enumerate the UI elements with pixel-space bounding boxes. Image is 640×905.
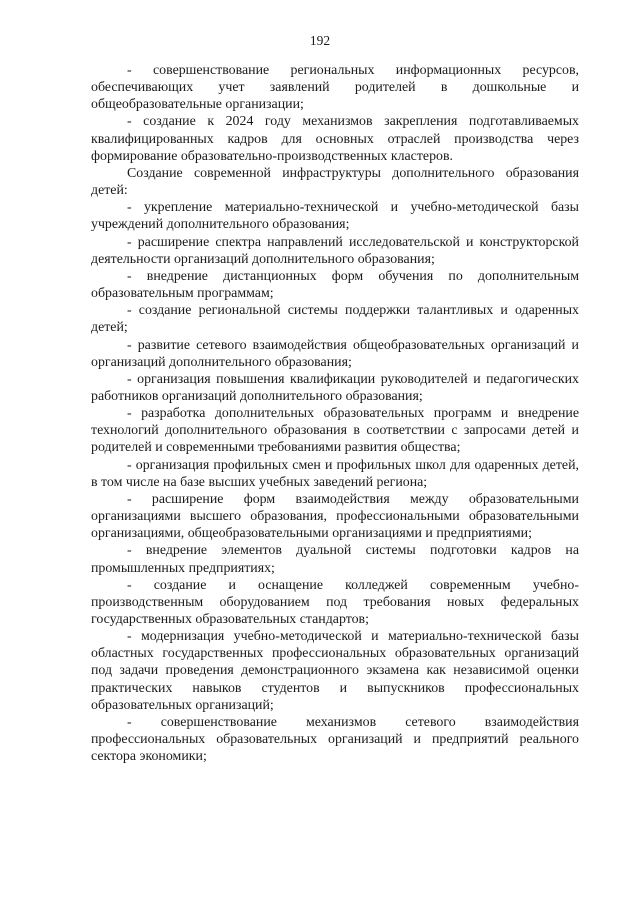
paragraph: - модернизация учебно-методической и материально-технической базы областных государственных профессиональных образовательных организаций под задачи проведения демонстрационного экзамена как независимой оценки практических навыков студентов и выпускников профессиональных образовательных организаций; [91, 629, 579, 713]
paragraph: - внедрение элементов дуальной системы подготовки кадров на промышленных предприятиях; [91, 543, 579, 576]
paragraph: - совершенствование механизмов сетевого взаимодействия профессиональных образовательных организаций и предприятий реального сектора экономики; [91, 714, 579, 765]
page-number: 192 [309, 33, 331, 48]
paragraph: - создание и оснащение колледжей современным учебно-производственным оборудованием под требования новых федеральных государственных образовательных стандартов; [91, 577, 579, 627]
paragraph: - создание к 2024 году механизмов закрепления подготавливаемых квалифицированных кадров для основных отраслей производства через формирование образовательно-производственных кластеров. [91, 114, 579, 164]
paragraph: - внедрение дистанционных форм обучения по дополнительным образовательным программам; [91, 268, 579, 302]
paragraph: - расширение форм взаимодействия между образовательными организациями высшего образования, профессиональными образовательными организациями, общеобразовательными организациями и предприятиями; [91, 491, 579, 542]
paragraph: - организация повышения квалификации руководителей и педагогических работников организаций дополнительного образования; [91, 371, 579, 404]
paragraph: - расширение спектра направлений исследовательской и конструкторской деятельности организаций дополнительного образования; [91, 234, 579, 267]
paragraph: - создание региональной системы поддержки талантливых и одаренных детей; [91, 303, 579, 336]
paragraph: - укрепление материально-технической и учебно-методической базы учреждений дополнительного образования; [91, 200, 579, 233]
paragraph: Создание современной инфраструктуры дополнительного образования детей: [91, 165, 579, 199]
paragraph: - организация профильных смен и профильных школ для одаренных детей, в том числе на базе высших учебных заведений региона; [91, 457, 579, 490]
document-body [91, 62, 579, 765]
paragraph: - разработка дополнительных образовательных программ и внедрение технологий дополнительного образования в соответствии с запросами детей и родителей и современными требованиями развития общества; [91, 406, 579, 456]
paragraph: - совершенствование региональных информационных ресурсов, обеспечивающих учет заявлений родителей в дошкольные и общеобразовательные организации; [91, 63, 579, 113]
paragraph: - развитие сетевого взаимодействия общеобразовательных организаций и организаций дополнительного образования; [91, 337, 579, 370]
